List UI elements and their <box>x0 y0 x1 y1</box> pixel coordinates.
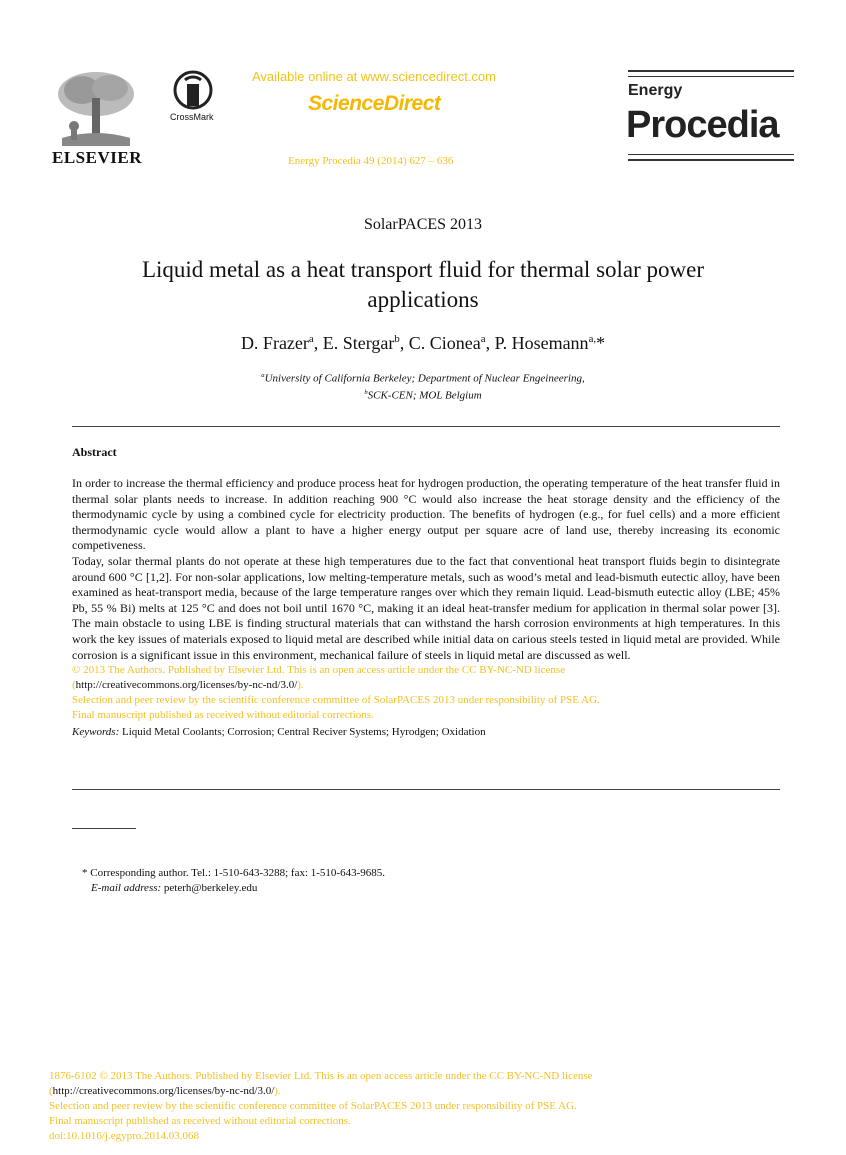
journal-reference: Energy Procedia 49 (2014) 627 – 636 <box>288 155 454 167</box>
sciencedirect-logo: ScienceDirect <box>308 92 441 115</box>
affiliation-a: $^a$University of California Berkeley; Department of Nuclear Engeineering, <box>261 372 585 385</box>
abstract-heading: Abstract <box>72 445 117 459</box>
conference-name: SolarPACES 2013 <box>363 216 483 233</box>
available-online[interactable]: Available online at www.sciencedirect.com <box>252 69 496 84</box>
corresponding-author: * Corresponding author. Tel.: 1-510-643-3288; fax: 1-510-643-9685. <box>82 867 386 879</box>
elsevier-tree-icon <box>52 68 140 148</box>
footer-url-link[interactable]: http://creativecommons.org/licenses/by-nc-nd/3.0/ <box>52 1085 275 1097</box>
author: P. Hosemann$^{a,}$* <box>494 333 606 353</box>
title-line-2: applications <box>367 287 479 312</box>
energy-procedia-logo <box>628 70 796 165</box>
logo-top-rule-2 <box>628 76 794 77</box>
abstract-bottom-rule <box>72 789 780 790</box>
license-url-link[interactable]: http://creativecommons.org/licenses/by-nc-nd/3.0/ <box>75 679 298 692</box>
paper-title <box>0 255 846 315</box>
peer-review-line: Selection and peer review by the scientific conference committee of SolarPACES 2013 under responsibility of PSE AG. <box>72 694 600 707</box>
keywords-line: Keywords: Liquid Metal Coolants; Corrosion; Central Reciver Systems; Hyrodgen; Oxidation <box>72 726 486 739</box>
author: E. Stergar$^b$, <box>322 333 409 353</box>
license-url-line: (http://creativecommons.org/licenses/by-nc-nd/3.0/). <box>72 679 304 692</box>
author: D. Frazer$^a$, <box>240 333 323 353</box>
procedia-label: Procedia <box>626 104 779 146</box>
energy-label: Energy <box>628 82 683 99</box>
final-manuscript-line: Final manuscript published as received without editorial corrections. <box>72 709 374 722</box>
logo-top-rule <box>628 70 794 72</box>
logo-bottom-rule <box>628 154 794 155</box>
email-link[interactable]: peterh@berkeley.edu <box>163 882 258 894</box>
elsevier-wordmark: ELSEVIER <box>52 148 142 167</box>
footer-final-manuscript: Final manuscript published as received without editorial corrections. <box>49 1115 351 1127</box>
crossmark-icon <box>173 70 213 110</box>
footer <box>49 1069 809 1144</box>
author-list <box>0 333 846 354</box>
abstract-paragraph-2: Today, solar thermal plants do not operate at these high temperatures due to the fact that conventional heat transport fluids begin to disintegrate around 600 °C [1,2]. For non-solar applications, low melting-temperature metals, such as wood’s metal and lead-bismuth eutectic alloy, have been examined as heat-transport media, because of the large temperature ranges over which they remain liquid. Lead-bismuth eutectic alloy (LBE; 45% Pb, 55 % Bi) melts at 125 °C and does not boil until 1670 °C, making it an ideal heat-transfer medium for application in thermal solar power [3]. The main obstacle to using LBE is finding structural materials that can withstand the harsh corrosion environments at high temperatures. In this work the key issues of materials exposed to liquid metal are described while initial data on carious steels tested in liquid metal are provided. While corrosion is a significant issue in this environment, mechanical failure of steels in liquid metal are discussed as well. <box>72 553 780 662</box>
footer-doi[interactable]: doi:10.1016/j.egypro.2014.03.068 <box>49 1130 200 1142</box>
affiliation-b: $^b$SCK-CEN; MOL Belgium <box>364 388 482 402</box>
crossmark-label: CrossMark <box>170 112 214 122</box>
author: C. Cionea$^a$, <box>408 333 495 353</box>
affiliations <box>0 369 846 402</box>
footnote-rule <box>72 828 136 829</box>
logo-bottom-rule-2 <box>628 159 794 161</box>
footer-license: 1876-6102 © 2013 The Authors. Published by Elsevier Ltd. This is an open access article under the CC BY-NC-ND license <box>49 1070 593 1082</box>
title-line-1: Liquid metal as a heat transport fluid for thermal solar power <box>141 257 705 282</box>
abstract-body <box>72 476 780 740</box>
elsevier-logo <box>52 68 142 168</box>
license-line: © 2013 The Authors. Published by Elsevier Ltd. This is an open access article under the CC BY-NC-ND license <box>72 664 566 677</box>
abstract-paragraph-1: In order to increase the thermal efficiency and produce process heat for hydrogen production, the operating temperature of the heat transfer fluid in thermal solar plants needs to increase. In addition reaching 900 °C would also increase the heat storage density and the efficiency of the thermodynamic cycle by using a combined cycle for electricity production. The benefits of hydrogen (e.g., for fuel cells) and a more efficient thermodynamic cycle would allow a plant to have a higher energy output per square acre of land use, thereby increasing its economic competiveness. <box>72 476 780 553</box>
abstract-top-rule <box>72 426 780 427</box>
footer-url-line: (http://creativecommons.org/licenses/by-nc-nd/3.0/). <box>49 1085 281 1097</box>
crossmark-badge[interactable] <box>170 70 230 125</box>
footer-peer-review: Selection and peer review by the scientific conference committee of SolarPACES 2013 under responsibility of PSE AG. <box>49 1100 577 1112</box>
email-line: E-mail address: peterh@berkeley.edu <box>91 882 258 894</box>
